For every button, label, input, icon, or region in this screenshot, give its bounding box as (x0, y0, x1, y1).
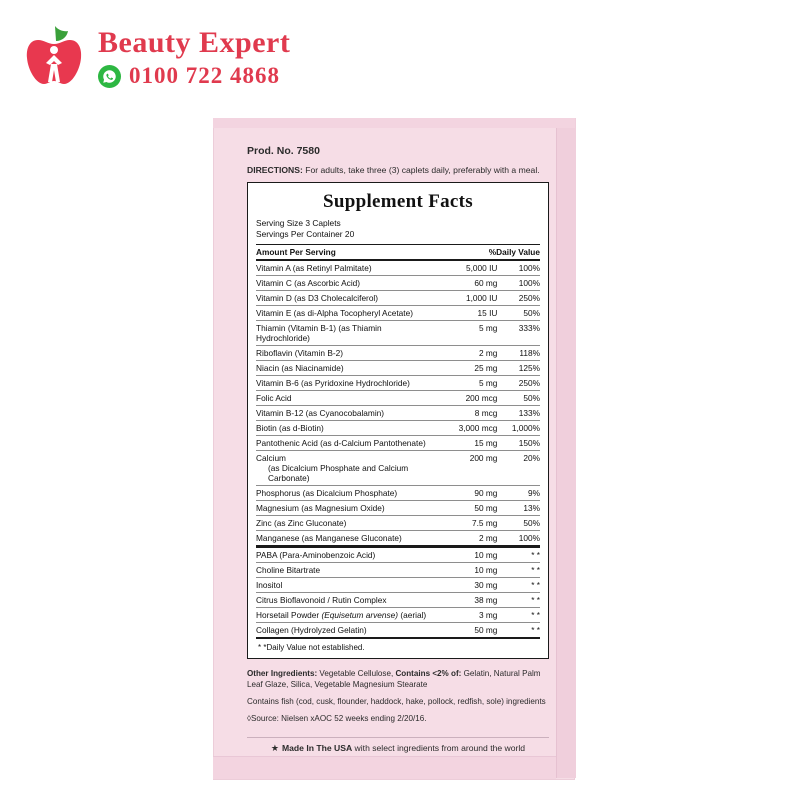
nutrient-daily-value: 125% (497, 360, 540, 375)
nutrient-name: Inositol (256, 577, 435, 592)
nutrient-daily-value: * * (497, 548, 540, 563)
nutrient-name: Thiamin (Vitamin B-1) (as Thiamin Hydrochloride) (256, 320, 435, 345)
nutrient-daily-value: 118% (497, 345, 540, 360)
nutrient-amount: 2 mg (435, 345, 497, 360)
nutrient-name: Riboflavin (Vitamin B-2) (256, 345, 435, 360)
nutrient-subname: (as Dicalcium Phosphate and Calcium Carbonate) (268, 462, 409, 483)
nutrient-daily-value: * * (497, 592, 540, 607)
nutrient-amount: 10 mg (435, 562, 497, 577)
other-information-block (247, 669, 549, 733)
directions-label: DIRECTIONS: (247, 165, 303, 175)
nutrient-amount: 200 mcg (435, 390, 497, 405)
table-row (256, 390, 540, 405)
directions-text (247, 165, 547, 176)
nutrient-daily-value: * * (497, 577, 540, 592)
daily-value-header: %Daily Value (488, 246, 540, 257)
product-number: Prod. No. 7580 (247, 145, 320, 157)
table-row (256, 577, 540, 592)
table-row (256, 450, 540, 485)
nutrient-name: Pantothenic Acid (as d-Calcium Pantothenate) (256, 435, 435, 450)
nutrient-name: Choline Bitartrate (256, 562, 435, 577)
nutrient-name: Manganese (as Manganese Gluconate) (256, 532, 402, 543)
nutrient-amount: 3 mg (435, 607, 497, 622)
nutrient-daily-value: 150% (497, 435, 540, 450)
other-ingredients (247, 669, 549, 691)
nutrient-amount: 90 mg (435, 485, 497, 500)
table-row (256, 405, 540, 420)
nutrient-daily-value: 1,000% (497, 420, 540, 435)
table-row (256, 345, 540, 360)
other-ingredients-text-1: Vegetable Cellulose, (317, 669, 396, 678)
table-row (256, 320, 540, 345)
nutrient-name: Biotin (as d-Biotin) (256, 420, 435, 435)
nutrient-name: Vitamin C (as Ascorbic Acid) (256, 275, 435, 290)
other-ingredients-label: Other Ingredients: (247, 669, 318, 678)
nutrient-name: Magnesium (as Magnesium Oxide) (256, 500, 435, 515)
nutrient-name: Collagen (Hydrolyzed Gelatin) (256, 624, 367, 635)
table-row (256, 562, 540, 577)
nutrient-name: Calcium (as Dicalcium Phosphate and Calcium Carbonate) (256, 450, 435, 485)
nutrient-amount: 60 mg (435, 275, 497, 290)
nutrient-amount: 3,000 mcg (435, 420, 497, 435)
nutrient-name: Vitamin B-6 (as Pyridoxine Hydrochloride) (256, 375, 435, 390)
nutrient-amount: 50 mg (435, 500, 497, 515)
table-row (256, 360, 540, 375)
star-icon: ★ (270, 743, 279, 753)
nutrient-daily-value: * * (531, 624, 540, 635)
supplement-facts-panel (247, 182, 549, 659)
nutrient-daily-value: 333% (497, 320, 540, 345)
supplement-facts-title: Supplement Facts (323, 191, 473, 212)
table-row (256, 548, 540, 563)
nutrient-amount: 15 mg (435, 435, 497, 450)
nutrient-daily-value: 100% (518, 532, 540, 543)
whatsapp-icon (98, 65, 121, 88)
amount-per-serving-header: Amount Per Serving (256, 246, 336, 257)
nutrient-name: Vitamin E (as di-Alpha Tocopheryl Acetate) (256, 305, 435, 320)
nutrient-amount: 10 mg (435, 548, 497, 563)
contains-less-than-label: Contains <2% of: (395, 669, 462, 678)
nutrient-amount: 5 mg (435, 320, 497, 345)
table-row (256, 592, 540, 607)
nutrient-amount: 200 mg (435, 450, 497, 485)
nutrient-daily-value: 250% (497, 375, 540, 390)
brand-phone-row (98, 63, 280, 89)
table-row (256, 375, 540, 390)
nutrient-amount: 5,000 IU (435, 261, 497, 276)
product-package-side-panel (556, 118, 576, 778)
nutrient-daily-value: 50% (497, 390, 540, 405)
table-row (256, 485, 540, 500)
table-row (256, 290, 540, 305)
made-in-usa-bold: Made In The USA (281, 743, 353, 753)
nutrient-amount: 50 mg (474, 624, 498, 635)
nutrient-amount: 5 mg (435, 375, 497, 390)
nutrient-name: Vitamin A (as Retinyl Palmitate) (256, 261, 435, 276)
table-row (256, 435, 540, 450)
table-row (256, 530, 540, 545)
allergen-statement: Contains fish (cod, cusk, flounder, haddock, hake, pollock, redfish, sole) ingredients (247, 696, 546, 706)
made-in-usa-rest: with select ingredients from around the world (352, 743, 526, 753)
directions-body: For adults, take three (3) caplets daily, preferably with a meal. (305, 165, 540, 175)
nutrient-amount: 38 mg (435, 592, 497, 607)
nutrient-daily-value: 13% (497, 500, 540, 515)
nutrient-name: Horsetail Powder (Equisetum arvense) (aerial) (256, 607, 435, 622)
brand-header (18, 18, 348, 96)
nutrient-amount: 30 mg (435, 577, 497, 592)
daily-value-footnote: * *Daily Value not established. (258, 642, 365, 652)
nutrient-name: Niacin (as Niacinamide) (256, 360, 435, 375)
table-row (256, 420, 540, 435)
brand-logo-icon (24, 24, 86, 90)
brand-name: Beauty Expert (98, 26, 291, 59)
nutrient-amount: 7.5 mg (435, 515, 497, 530)
table-row (256, 305, 540, 320)
brand-phone-number: 0100 722 4868 (129, 63, 280, 88)
nutrient-name: Folic Acid (256, 390, 435, 405)
nutrient-daily-value: 50% (497, 305, 540, 320)
product-package-top-edge (213, 118, 575, 128)
nutrients-table (256, 245, 540, 259)
nutrients-rows-no-dv (256, 548, 540, 637)
nutrient-daily-value: * * (497, 562, 540, 577)
source-citation: ◊Source: Nielsen xAOC 52 weeks ending 2/20/16. (247, 713, 427, 723)
nutrient-name: Vitamin B-12 (as Cyanocobalamin) (256, 405, 435, 420)
nutrient-daily-value: 9% (497, 485, 540, 500)
table-row (256, 515, 540, 530)
nutrient-daily-value: 250% (497, 290, 540, 305)
nutrient-amount: 15 IU (435, 305, 497, 320)
nutrient-amount: 8 mcg (435, 405, 497, 420)
product-package-bottom-band (213, 756, 556, 779)
nutrient-amount: 2 mg (478, 532, 498, 543)
nutrient-daily-value: 50% (497, 515, 540, 530)
nutrient-amount: 25 mg (435, 360, 497, 375)
nutrients-rows (256, 261, 540, 545)
made-in-usa-statement (247, 737, 549, 754)
nutrient-name: Citrus Bioflavonoid / Rutin Complex (256, 592, 435, 607)
nutrient-daily-value: 100% (497, 261, 540, 276)
table-row (256, 607, 540, 622)
nutrient-daily-value: 133% (497, 405, 540, 420)
table-row (256, 500, 540, 515)
servings-per-container: Servings Per Container 20 (256, 229, 355, 240)
nutrient-name: Zinc (as Zinc Gluconate) (256, 515, 435, 530)
table-row (256, 275, 540, 290)
nutrient-daily-value: * * (497, 607, 540, 622)
serving-size: Serving Size 3 Caplets (256, 218, 341, 228)
nutrient-daily-value: 20% (497, 450, 540, 485)
nutrient-name: Phosphorus (as Dicalcium Phosphate) (256, 485, 435, 500)
table-row (256, 622, 540, 637)
table-header-row (256, 245, 540, 259)
nutrient-name: PABA (Para-Aminobenzoic Acid) (256, 548, 435, 563)
divider-above-footnote (256, 637, 540, 639)
table-row (256, 261, 540, 276)
nutrient-amount: 1,000 IU (435, 290, 497, 305)
nutrient-daily-value: 100% (497, 275, 540, 290)
nutrient-name: Vitamin D (as D3 Cholecalciferol) (256, 290, 435, 305)
other-ingredients-text-2: Gelatin, Natural Palm Leaf Glaze, Silica, Vegetable Magnesium Stearate (247, 669, 541, 689)
